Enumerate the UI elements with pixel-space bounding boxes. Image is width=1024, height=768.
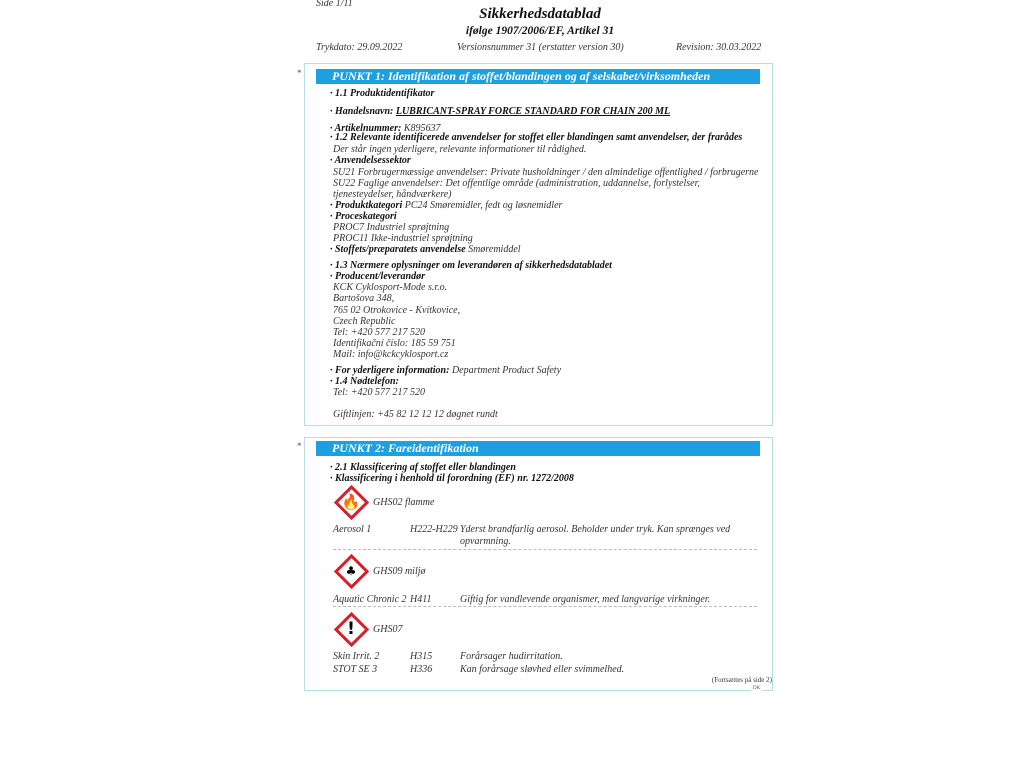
- uses-heading: · 1.2 Relevante identificerede anvendelser for stoffet eller blandingen samt anvendelser, der frarådes: [330, 132, 743, 143]
- address-line: Tel: +420 577 217 520: [333, 327, 425, 338]
- print-date: Trykdato: 29.09.2022: [316, 42, 403, 53]
- uses-text: Der står ingen yderligere, relevante informationer til rådighed.: [333, 144, 587, 155]
- hazard-class: Aerosol 1: [333, 524, 372, 535]
- hazard-code: H411: [410, 594, 432, 605]
- section-1-header: PUNKT 1: Identifikation af stoffet/blandingen og af selskabet/virksomheden: [316, 69, 760, 84]
- proc11: PROC11 Ikke-industriel sprøjtning: [333, 233, 473, 244]
- trade-name: [330, 106, 670, 117]
- su22-cont: tjenesteydelser, håndværkere): [333, 189, 452, 200]
- classification-heading: · 2.1 Klassificering af stoffet eller blandingen: [330, 462, 516, 473]
- poison-line: Giftlinjen: +45 82 12 12 12 døgnet rundt: [333, 409, 498, 420]
- product-category-label: · Produktkategori: [330, 200, 405, 211]
- address-line: Czech Republic: [333, 316, 396, 327]
- hazard-class: Aquatic Chronic 2: [333, 594, 407, 605]
- change-marker: *: [297, 441, 302, 451]
- address-line: Identifikační číslo: 185 59 751: [333, 338, 456, 349]
- substance-use-value: Smøremiddel: [468, 244, 521, 255]
- more-info-label: · For yderligere information:: [330, 365, 452, 376]
- hazard-code: H222-H229: [410, 524, 458, 535]
- hazard-text: Yderst brandfarlig aerosol. Beholder under tryk. Kan sprænges ved: [460, 524, 731, 535]
- article-value: K895637: [403, 123, 441, 134]
- revision-date: Revision: 30.03.2022: [676, 42, 762, 53]
- document-subtitle: ifølge 1907/2006/EF, Artikel 31: [465, 25, 615, 37]
- country-code: DK: [753, 686, 761, 691]
- hazard-text-cont: opvarmning.: [460, 536, 511, 547]
- su21: SU21 Forbrugermæssige anvendelser: Private husholdninger / den almindelige offentlighed / forbrugerne: [333, 167, 759, 178]
- pictogram-label: GHS02 flamme: [373, 497, 435, 508]
- product-identifier-heading: · 1.1 Produktidentifikator: [330, 88, 435, 99]
- emergency-tel: Tel: +420 577 217 520: [333, 387, 425, 398]
- ghs02-flame-icon: 🔥: [333, 484, 369, 520]
- document-title: Sikkerhedsdatablad: [479, 6, 601, 22]
- regulation-heading: · Klassificering i henhold til forordning (EF) nr. 1272/2008: [330, 473, 574, 484]
- su22: SU22 Faglige anvendelser: Det offentlige område (administration, uddannelse, forlystelser,: [333, 178, 700, 189]
- ghs07-exclamation-icon: !: [333, 611, 369, 647]
- address-line: Mail: info@kckcyklosport.cz: [333, 349, 449, 360]
- divider: [333, 606, 757, 607]
- continued-note: (Fortsættes på side 2): [711, 676, 772, 684]
- substance-use: [330, 244, 521, 255]
- product-category: [330, 200, 562, 211]
- process-heading: · Proceskategori: [330, 211, 397, 222]
- sector-heading: · Anvendelsessektor: [330, 155, 411, 166]
- emergency-heading: · 1.4 Nødtelefon:: [330, 376, 399, 387]
- page-number: Side 1/11: [316, 0, 353, 9]
- version-number: Versionsnummer 31 (erstatter version 30): [457, 42, 624, 53]
- more-info: [330, 365, 561, 376]
- product-category-value: PC24 Smøremidler, fedt og løsnemidler: [404, 200, 563, 211]
- hazard-code: H336: [410, 664, 433, 675]
- hazard-code: H315: [410, 651, 433, 662]
- section-2-header: PUNKT 2: Fareidentifikation: [316, 441, 760, 456]
- article-label: · Artikelnummer:: [330, 123, 404, 134]
- hazard-text: Forårsager hudirritation.: [460, 651, 563, 662]
- pictogram-label: GHS07: [373, 624, 403, 635]
- change-marker: *: [297, 68, 302, 78]
- trade-name-value: LUBRICANT-SPRAY FORCE STANDARD FOR CHAIN 200 ML: [395, 106, 671, 117]
- supplier-heading: · 1.3 Nærmere oplysninger om leverandøren af sikkerhedsdatabladet: [330, 260, 612, 271]
- address-line: 765 02 Otrokovice - Kvítkovice,: [333, 305, 461, 316]
- hazard-class: STOT SE 3: [333, 664, 378, 675]
- pictogram-label: GHS09 miljø: [373, 566, 426, 577]
- ghs09-environment-icon: ♣: [333, 553, 369, 589]
- address-line: Bartošova 348,: [333, 293, 395, 304]
- hazard-text: Kan forårsage sløvhed eller svimmelhed.: [460, 664, 625, 675]
- substance-use-label: · Stoffets/præparatets anvendelse: [330, 244, 469, 255]
- address-line: KCK Cyklosport-Mode s.r.o.: [333, 282, 448, 293]
- hazard-class: Skin Irrit. 2: [333, 651, 380, 662]
- trade-name-label: · Handelsnavn:: [330, 106, 396, 117]
- proc7: PROC7 Industriel sprøjtning: [333, 222, 450, 233]
- divider: [333, 549, 757, 550]
- more-info-value: Department Product Safety: [451, 365, 562, 376]
- hazard-text: Giftig for vandlevende organismer, med langvarige virkninger.: [460, 594, 711, 605]
- producer-heading: · Producent/leverandør: [330, 271, 425, 282]
